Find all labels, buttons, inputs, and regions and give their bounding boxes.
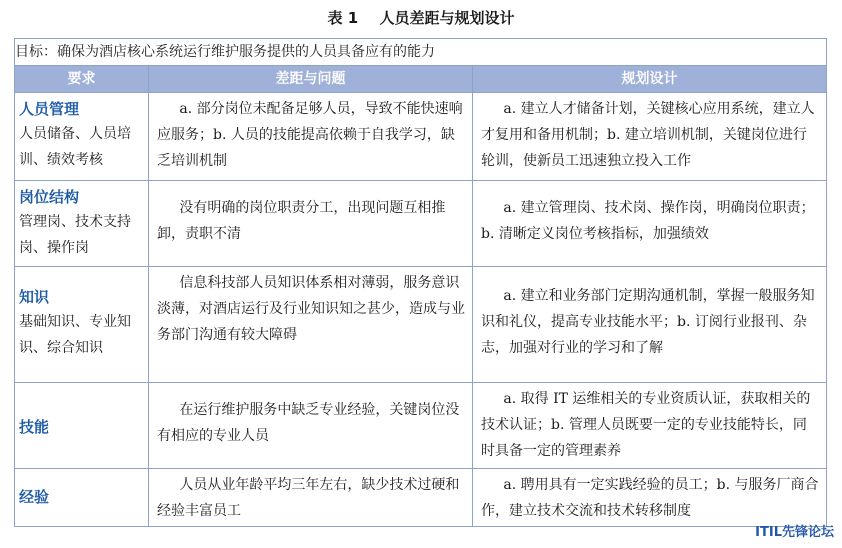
plan-text: a. 建立人才储备计划，关键核心应用系统，建立人才复用和备用机制；b. 建立培训机制，关键岗位进行轮训，使新员工迅速独立投入工作	[481, 101, 815, 169]
table-row	[15, 181, 827, 267]
header-requirement: 要求	[15, 66, 149, 93]
goal-row	[15, 39, 827, 66]
plan-cell	[473, 383, 827, 469]
category-detail: 人员储备、人员培训、绩效考核	[19, 126, 131, 168]
plan-cell	[473, 93, 827, 181]
category-detail: 基础知识、专业知识、综合知识	[19, 314, 131, 356]
category-title: 人员管理	[19, 100, 80, 118]
plan-text: a. 取得 IT 运维相关的专业资质认证，获取相关的技术认证；b. 管理人员既要一定的专业技能特长，同时具备一定的管理素养	[481, 391, 811, 459]
category-title: 技能	[19, 418, 50, 436]
table-number: 表 1	[327, 9, 359, 27]
header-gap: 差距与问题	[149, 66, 473, 93]
table-row	[15, 383, 827, 469]
category-title: 岗位结构	[19, 188, 80, 206]
gap-cell	[149, 93, 473, 181]
category-title: 经验	[19, 488, 50, 506]
gap-text: 信息科技部人员知识体系相对薄弱，服务意识淡薄，对酒店运行及行业知识知之甚少，造成与业务部门沟通有较大障碍	[157, 275, 465, 343]
category-cell	[15, 181, 149, 267]
category-title: 知识	[19, 288, 50, 306]
header-plan: 规划设计	[473, 66, 827, 93]
category-cell	[15, 469, 149, 527]
gap-text: 人员从业年龄平均三年左右，缺少技术过硬和经验丰富员工	[157, 477, 460, 519]
forum-watermark: ITIL先锋论坛	[755, 525, 834, 540]
plan-cell	[473, 181, 827, 267]
gap-text: a. 部分岗位未配备足够人员，导致不能快速响应服务；b. 人员的技能提高依赖于自我学习，缺乏培训机制	[157, 101, 463, 169]
header-row	[15, 66, 827, 93]
table-caption	[0, 6, 842, 30]
gap-cell	[149, 383, 473, 469]
table-row	[15, 93, 827, 181]
gap-cell	[149, 267, 473, 383]
plan-text: a. 聘用具有一定实践经验的员工；b. 与服务厂商合作，建立技术交流和技术转移制度	[481, 477, 819, 519]
gap-planning-table	[14, 38, 827, 527]
category-cell	[15, 383, 149, 469]
plan-cell	[473, 469, 827, 527]
plan-text: a. 建立和业务部门定期沟通机制，掌握一般服务知识和礼仪，提高专业技能水平；b. 订阅行业报刊、杂志，加强对行业的学习和了解	[481, 288, 815, 356]
gap-text: 在运行维护服务中缺乏专业经验，关键岗位没有相应的专业人员	[157, 402, 460, 444]
category-cell	[15, 267, 149, 383]
category-cell	[15, 93, 149, 181]
category-detail: 管理岗、技术支持岗、操作岗	[19, 214, 131, 256]
plan-cell	[473, 267, 827, 383]
table-row	[15, 267, 827, 383]
table-row	[15, 469, 827, 527]
plan-text: a. 建立管理岗、技术岗、操作岗，明确岗位职责；b. 清晰定义岗位考核指标，加强绩效	[481, 200, 815, 242]
table-title: 人员差距与规划设计	[379, 9, 515, 27]
gap-text: 没有明确的岗位职责分工，出现问题互相推卸，责职不清	[157, 200, 446, 242]
gap-cell	[149, 181, 473, 267]
goal-text: 目标：确保为酒店核心系统运行维护服务提供的人员具备应有的能力	[15, 39, 827, 66]
gap-cell	[149, 469, 473, 527]
